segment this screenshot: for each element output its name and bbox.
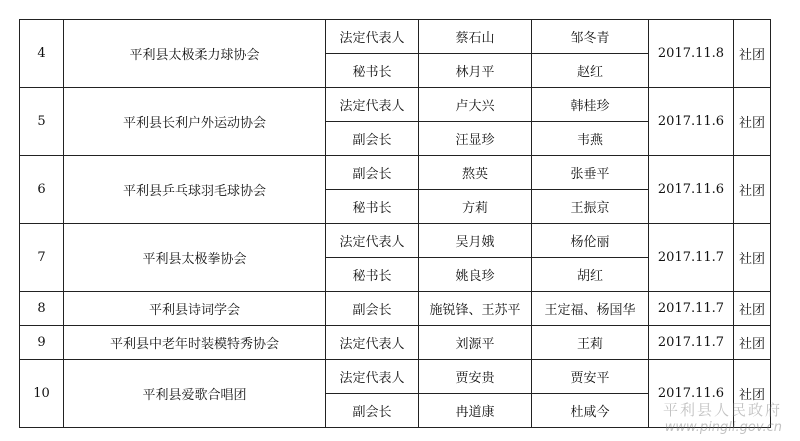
person-after: 韩桂珍 <box>532 88 649 122</box>
table-row <box>20 20 771 54</box>
org-name: 平利县乒乓球羽毛球协会 <box>64 156 326 224</box>
table-body <box>20 20 771 428</box>
org-type: 社团 <box>734 156 771 224</box>
row-number: 7 <box>20 224 64 292</box>
org-name: 平利县长利户外运动协会 <box>64 88 326 156</box>
person-after: 王振京 <box>532 190 649 224</box>
table-row <box>20 224 771 258</box>
table-row <box>20 292 771 326</box>
person-before: 汪显珍 <box>419 122 532 156</box>
person-after: 韦燕 <box>532 122 649 156</box>
approval-date: 2017.11.6 <box>649 360 734 428</box>
person-before: 刘源平 <box>419 326 532 360</box>
person-before: 吴月娥 <box>419 224 532 258</box>
approval-date: 2017.11.7 <box>649 326 734 360</box>
person-role: 秘书长 <box>326 258 419 292</box>
org-name: 平利县太极拳协会 <box>64 224 326 292</box>
row-number: 5 <box>20 88 64 156</box>
person-before: 蔡石山 <box>419 20 532 54</box>
org-type: 社团 <box>734 360 771 428</box>
table-row <box>20 88 771 122</box>
person-before: 冉道康 <box>419 394 532 428</box>
person-after: 张垂平 <box>532 156 649 190</box>
person-after: 杜咸今 <box>532 394 649 428</box>
person-role: 法定代表人 <box>326 224 419 258</box>
person-role: 副会长 <box>326 394 419 428</box>
approval-date: 2017.11.7 <box>649 224 734 292</box>
person-role: 法定代表人 <box>326 326 419 360</box>
person-after: 胡红 <box>532 258 649 292</box>
row-number: 8 <box>20 292 64 326</box>
approval-date: 2017.11.6 <box>649 156 734 224</box>
person-before: 林月平 <box>419 54 532 88</box>
person-after: 王定福、杨国华 <box>532 292 649 326</box>
org-type: 社团 <box>734 20 771 88</box>
person-after: 赵红 <box>532 54 649 88</box>
person-before: 方莉 <box>419 190 532 224</box>
person-role: 副会长 <box>326 156 419 190</box>
org-type: 社团 <box>734 224 771 292</box>
approval-date: 2017.11.7 <box>649 292 734 326</box>
approval-date: 2017.11.6 <box>649 88 734 156</box>
person-role: 秘书长 <box>326 190 419 224</box>
table-row <box>20 156 771 190</box>
org-type: 社团 <box>734 88 771 156</box>
person-role: 秘书长 <box>326 54 419 88</box>
watermark <box>663 399 782 435</box>
approval-date: 2017.11.8 <box>649 20 734 88</box>
person-before: 姚良珍 <box>419 258 532 292</box>
person-role: 副会长 <box>326 292 419 326</box>
person-before: 卢大兴 <box>419 88 532 122</box>
person-after: 贾安平 <box>532 360 649 394</box>
person-after: 王莉 <box>532 326 649 360</box>
person-after: 邹冬青 <box>532 20 649 54</box>
person-after: 杨伦丽 <box>532 224 649 258</box>
person-role: 法定代表人 <box>326 360 419 394</box>
watermark-url: www.pingli.gov.cn <box>664 420 782 435</box>
row-number: 6 <box>20 156 64 224</box>
org-name: 平利县中老年时装模特秀协会 <box>64 326 326 360</box>
watermark-text: 平利县人民政府 <box>662 401 782 419</box>
org-type: 社团 <box>734 326 771 360</box>
row-number: 4 <box>20 20 64 88</box>
org-change-table <box>19 19 771 428</box>
table-row <box>20 326 771 360</box>
org-name: 平利县爱歌合唱团 <box>64 360 326 428</box>
person-role: 副会长 <box>326 122 419 156</box>
table-row <box>20 360 771 394</box>
person-before: 贾安贵 <box>419 360 532 394</box>
org-type: 社团 <box>734 292 771 326</box>
person-role: 法定代表人 <box>326 20 419 54</box>
person-role: 法定代表人 <box>326 88 419 122</box>
row-number: 10 <box>20 360 64 428</box>
org-name: 平利县太极柔力球协会 <box>64 20 326 88</box>
org-name: 平利县诗词学会 <box>64 292 326 326</box>
row-number: 9 <box>20 326 64 360</box>
person-before: 施锐锋、王苏平 <box>419 292 532 326</box>
person-before: 熬英 <box>419 156 532 190</box>
